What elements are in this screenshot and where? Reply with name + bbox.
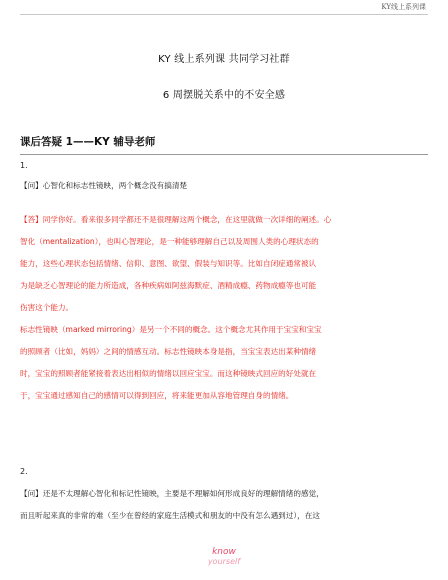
doc-subtitle: 6 周摆脱关系中的不安全感	[162, 90, 286, 101]
header-tag: KY线上系列课	[381, 3, 426, 11]
answer-line: 智化（mentalization），也叫心智理论，是一种能够理解自己以及周围人类的心理状态的	[20, 237, 319, 246]
answer-line: 的照顾者（比如，妈妈）之间的情感互动。标志性镜映本身是指，当宝宝表达出某种情绪	[20, 347, 317, 356]
logo-subtext: yourself	[207, 557, 241, 566]
answer-line: 时，宝宝的照顾者能紧接着表达出相似的情绪以回应宝宝。而这种镜映式回应的好处就在	[20, 369, 317, 378]
header-divider	[20, 14, 428, 15]
doc-title: KY 线上系列课 共同学习社群	[158, 54, 290, 65]
answer-line: 能力，这些心理状态包括情绪、信仰、意图、欲望、假装与知识等。比如自闭症通常被认	[20, 259, 317, 268]
answer-line: 于，宝宝通过感知自己的感情可以得到回应，将来能更加从容地管理自身的情绪。	[20, 391, 294, 400]
knowyourself-logo	[198, 548, 250, 566]
question-line: 而且听起来真的非常的难（至少在曾经的家庭生活模式和朋友的中没有怎么遇到过），在这	[20, 511, 320, 520]
q2-number: 2.	[20, 467, 28, 476]
question-line: 【问】还是不太理解心智化和标记性镜映，主要是不理解如何形成良好的理解情绪的感觉，	[20, 489, 324, 498]
section-heading: 课后答疑 1——KY 辅导老师	[20, 134, 428, 155]
q1-number: 1.	[20, 161, 28, 170]
q1-answer	[20, 214, 428, 402]
logo-text: know	[212, 547, 236, 557]
answer-line: 伤害这个能力。	[20, 303, 74, 312]
answer-line: 【答】同学你好。看来很多同学都还不是很理解这两个概念，在这里就做一次详细的阐述。心	[20, 215, 332, 224]
q1-question: 【问】心智化和标志性镜映，两个概念没有搞清楚	[20, 181, 188, 190]
answer-line: 为是缺乏心智理论的能力所造成，各种疾病如阿兹海默症、酒精成瘾、药物成瘾等也可能	[20, 281, 317, 290]
answer-line: 标志性镜映（marked mirroring）是另一个不同的概念。这个概念尤其作用于宝宝和宝宝	[20, 325, 322, 334]
q2-question	[20, 488, 428, 522]
